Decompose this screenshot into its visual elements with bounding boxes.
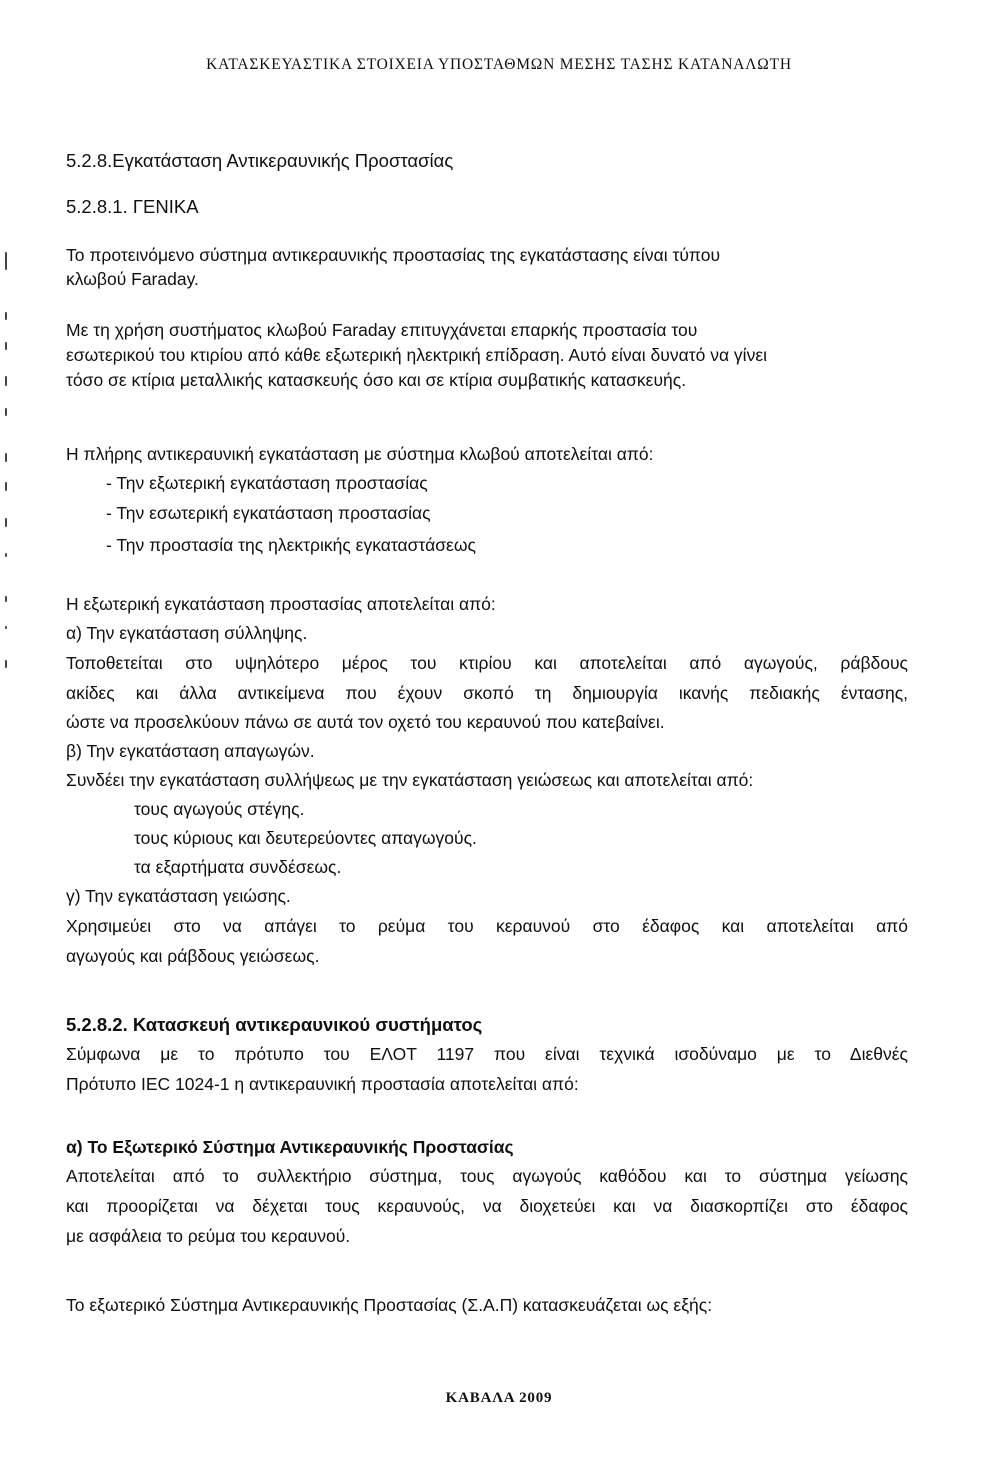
paragraph-line: με ασφάλεια το ρεύμα του κεραυνού. bbox=[66, 1226, 351, 1246]
subsection-heading: 5.2.8.1. ΓΕΝΙΚΑ bbox=[66, 196, 199, 217]
paragraph-line: αγωγούς και ράβδους γειώσεως. bbox=[66, 946, 320, 966]
section-heading: 5.2.8.Εγκατάσταση Αντικεραυνικής Προστασίας bbox=[66, 150, 454, 171]
paragraph-line: Πρότυπο IEC 1024-1 η αντικεραυνική προστασία αποτελείται από: bbox=[66, 1074, 579, 1094]
list-item: - Την εξωτερική εγκατάσταση προστασίας bbox=[106, 473, 428, 493]
paragraph-line: Το προτεινόμενο σύστημα αντικεραυνικής προστασίας της εγκατάστασης είναι τύπου bbox=[66, 245, 721, 265]
scan-margin-mark bbox=[5, 408, 7, 416]
item-title: γ) Την εγκατάσταση γειώσης. bbox=[66, 886, 291, 906]
paragraph-line: τόσο σε κτίρια μεταλλικής κατασκευής όσο και σε κτίρια συμβατικής κατασκευής. bbox=[66, 370, 687, 390]
list-item: - Την προστασία της ηλεκτρικής εγκαταστάσεως bbox=[106, 535, 476, 555]
paragraph-line: Με τη χρήση συστήματος κλωβού Faraday επιτυγχάνεται επαρκής προστασία του bbox=[66, 320, 698, 340]
paragraph-line: Αποτελείται από το συλλεκτήριο σύστημα, τους αγωγούς καθόδου και το σύστημα γείωσης bbox=[66, 1166, 908, 1186]
scan-margin-mark bbox=[5, 342, 7, 350]
scan-margin-mark bbox=[5, 553, 7, 557]
paragraph-line: κλωβού Faraday. bbox=[66, 269, 199, 289]
scan-margin-mark bbox=[5, 626, 7, 629]
paragraph-line: Συνδέει την εγκατάσταση συλλήψεως με την εγκατάσταση γειώσεως και αποτελείται από: bbox=[66, 770, 754, 790]
list-item: τους αγωγούς στέγης. bbox=[134, 799, 305, 819]
paragraph-line: Η εξωτερική εγκατάσταση προστασίας αποτελείται από: bbox=[66, 594, 496, 614]
item-title: β) Την εγκατάσταση απαγωγών. bbox=[66, 741, 315, 761]
paragraph-line: και προορίζεται να δέχεται τους κεραυνούς, να διοχετεύει και να διασκορπίζει στο έδαφος bbox=[66, 1196, 908, 1216]
scan-margin-mark bbox=[5, 312, 7, 320]
scan-margin-mark bbox=[5, 596, 7, 602]
list-item: - Την εσωτερική εγκατάσταση προστασίας bbox=[106, 503, 431, 523]
scan-margin-mark bbox=[5, 252, 7, 270]
scan-margin-mark bbox=[5, 660, 7, 668]
scan-margin-mark bbox=[5, 453, 7, 462]
item-title: α) Το Εξωτερικό Σύστημα Αντικεραυνικής Προστασίας bbox=[66, 1137, 514, 1157]
paragraph-line: Χρησιμεύει στο να απάγει το ρεύμα του κεραυνού στο έδαφος και αποτελείται από bbox=[66, 916, 908, 936]
paragraph-line: Η πλήρης αντικεραυνική εγκατάσταση με σύστημα κλωβού αποτελείται από: bbox=[66, 444, 654, 464]
paragraph-line: Τοποθετείται στο υψηλότερο μέρος του κτιρίου και αποτελείται από αγωγούς, ράβδους bbox=[66, 653, 908, 673]
paragraph-line: Το εξωτερικό Σύστημα Αντικεραυνικής Προστασίας (Σ.Α.Π) κατασκευάζεται ως εξής: bbox=[66, 1295, 713, 1315]
paragraph-line: ακίδες και άλλα αντικείμενα που έχουν σκοπό τη δημιουργία ικανής πεδιακής έντασης, bbox=[66, 683, 908, 703]
page-footer: ΚΑΒΑΛΑ 2009 bbox=[445, 1390, 553, 1406]
list-item: τους κύριους και δευτερεύοντες απαγωγούς. bbox=[134, 828, 477, 848]
item-title: α) Την εγκατάσταση σύλληψης. bbox=[66, 623, 308, 643]
paragraph-line: ώστε να προσελκύουν πάνω σε αυτά τον οχετό του κεραυνού που κατεβαίνει. bbox=[66, 712, 665, 732]
scan-margin-mark bbox=[5, 376, 7, 386]
paragraph-line: εσωτερικού του κτιρίου από κάθε εξωτερική ηλεκτρική επίδραση. Αυτό είναι δυνατό να γίνει bbox=[66, 345, 768, 365]
scan-margin-mark bbox=[5, 482, 7, 491]
list-item: τα εξαρτήματα συνδέσεως. bbox=[134, 857, 342, 877]
subsection-heading: 5.2.8.2. Κατασκευή αντικεραυνικού συστήματος bbox=[66, 1014, 483, 1035]
scan-margin-mark bbox=[5, 518, 7, 527]
paragraph-line: Σύμφωνα με το πρότυπο του ΕΛΟΤ 1197 που είναι τεχνικά ισοδύναμο με το Διεθνές bbox=[66, 1044, 908, 1064]
page-header: ΚΑΤΑΣΚΕΥΑΣΤΙΚΑ ΣΤΟΙΧΕΙΑ ΥΠΟΣΤΑΘΜΩΝ ΜΕΣΗΣ ΤΑΣΗΣ ΚΑΤΑΝΑΛΩΤΗ bbox=[206, 56, 792, 73]
